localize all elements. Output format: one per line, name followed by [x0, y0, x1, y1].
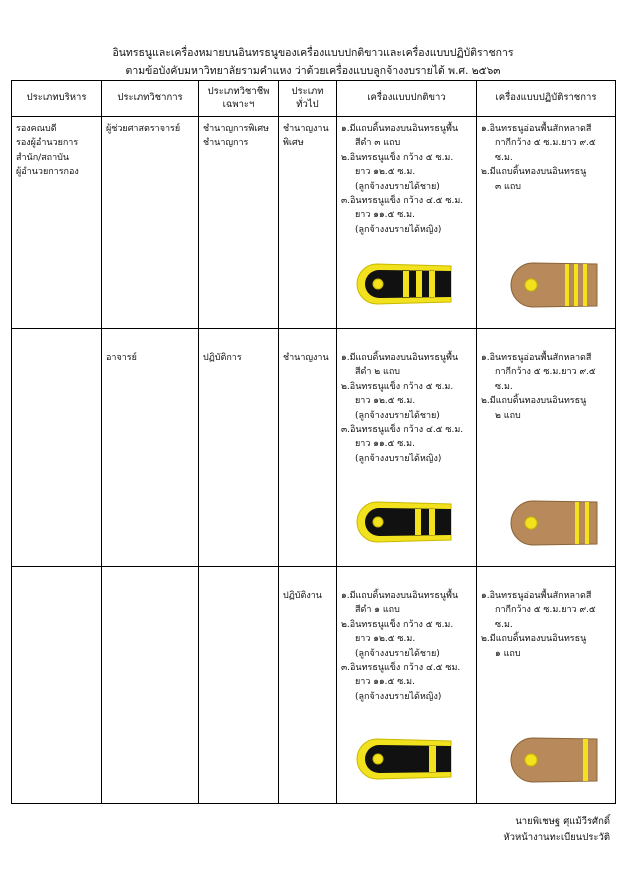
cell-professional: ปฏิบัติการ: [199, 329, 279, 567]
shoulder-board-gov-3-stripes-icon: [509, 262, 599, 308]
cell-admin: [12, 567, 102, 804]
header-academic: ประเภทวิชาการ: [102, 81, 199, 117]
document-title-line-1: อินทรธนูและเครื่องหมายบนอินทรธนูของเครื่องแบบปกติขาวและเครื่องแบบปฏิบัติราชการ: [112, 47, 514, 59]
cell-general: ชำนาญงาน พิเศษ: [279, 117, 337, 329]
table-row: [12, 329, 616, 567]
cell-admin: [12, 329, 102, 567]
shoulder-board-white-3-stripes-icon: [355, 262, 455, 306]
cell-general: ปฏิบัติงาน: [279, 567, 337, 804]
signature-position: หัวหน้างานทะเบียนประวัติ: [503, 832, 610, 843]
table-header-row: [12, 81, 616, 117]
table-row: [12, 567, 616, 804]
cell-academic: [102, 567, 199, 804]
insignia-table: [11, 80, 616, 804]
shoulder-board-white-1-stripe-icon: [355, 737, 455, 781]
header-gov-uniform: เครื่องแบบปฏิบัติราชการ: [477, 81, 616, 117]
shoulder-board-gov-2-stripes-icon: [509, 500, 599, 546]
cell-white-uniform: ๑.มีแถบดิ้นทองบนอินทรธนูพื้น สีดำ ๒ แถบ ๒.อินทรธนูแข็ง กว้าง ๕ ซ.ม. ยาว ๑๒.๕ ซ.ม. (ลูกจ้างงบรายได้ชาย) ๓.อินทรธนูแข็ง กว้าง ๔.๕ ซ.ม. ยาว ๑๑.๕ ซ.ม. (ลูกจ้างงบรายได้หญิง): [337, 329, 477, 567]
shoulder-board-white-2-stripes-icon: [355, 500, 455, 544]
cell-professional: [199, 567, 279, 804]
cell-gov-uniform: ๑.อินทรธนูอ่อนพื้นสักหลาดสี กากีกว้าง ๕ ซ.ม.ยาว ๙.๕ ซ.ม. ๒.มีแถบดิ้นทองบนอินทรธนู ๓ แถบ: [477, 117, 616, 329]
cell-gov-uniform: ๑.อินทรธนูอ่อนพื้นสักหลาดสี กากีกว้าง ๕ ซ.ม.ยาว ๙.๕ ซ.ม. ๒.มีแถบดิ้นทองบนอินทรธนู ๑ แถบ: [477, 567, 616, 804]
header-admin: ประเภทบริหาร: [12, 81, 102, 117]
header-general: ประเภท ทั่วไป: [279, 81, 337, 117]
cell-academic: อาจารย์: [102, 329, 199, 567]
cell-white-uniform: ๑.มีแถบดิ้นทองบนอินทรธนูพื้น สีดำ ๑ แถบ ๒.อินทรธนูแข็ง กว้าง ๕ ซ.ม. ยาว ๑๒.๕ ซ.ม. (ลูกจ้างงบรายได้ชาย) ๓.อินทรธนูแข็ง กว้าง ๔.๕ ซม. ยาว ๑๑.๕ ซ.ม. (ลูกจ้างงบรายได้หญิง): [337, 567, 477, 804]
cell-gov-uniform: ๑.อินทรธนูอ่อนพื้นสักหลาดสี กากีกว้าง ๕ ซ.ม.ยาว ๙.๕ ซ.ม. ๒.มีแถบดิ้นทองบนอินทรธนู ๒ แถบ: [477, 329, 616, 567]
signature-name: นายพิเชษฐ ศุแม้วีรศักดิ์: [515, 816, 610, 827]
document-title-line-2: ตามข้อบังคับมหาวิทยาลัยรามคำแหง ว่าด้วยเครื่องแบบลูกจ้างงบรายได้ พ.ศ. ๒๕๖๓: [125, 65, 501, 77]
header-white-uniform: เครื่องแบบปกติขาว: [337, 81, 477, 117]
header-professional: ประเภทวิชาชีพ เฉพาะฯ: [199, 81, 279, 117]
cell-general: ชำนาญงาน: [279, 329, 337, 567]
cell-admin: รองคณบดี รองผู้อำนวยการ สำนัก/สถาบัน ผู้อำนวยการกอง: [12, 117, 102, 329]
cell-white-uniform: ๑.มีแถบดิ้นทองบนอินทรธนูพื้น สีดำ ๓ แถบ ๒.อินทรธนูแข็ง กว้าง ๕ ซ.ม. ยาว ๑๒.๕ ซ.ม. (ลูกจ้างงบรายได้ชาย) ๓.อินทรธนูแข็ง กว้าง ๔.๕ ซ.ม. ยาว ๑๑.๕ ซ.ม. (ลูกจ้างงบรายได้หญิง): [337, 117, 477, 329]
table-row: [12, 117, 616, 329]
cell-academic: ผู้ช่วยศาสตราจารย์: [102, 117, 199, 329]
shoulder-board-gov-1-stripe-icon: [509, 737, 599, 783]
cell-professional: ชำนาญการพิเศษ ชำนาญการ: [199, 117, 279, 329]
